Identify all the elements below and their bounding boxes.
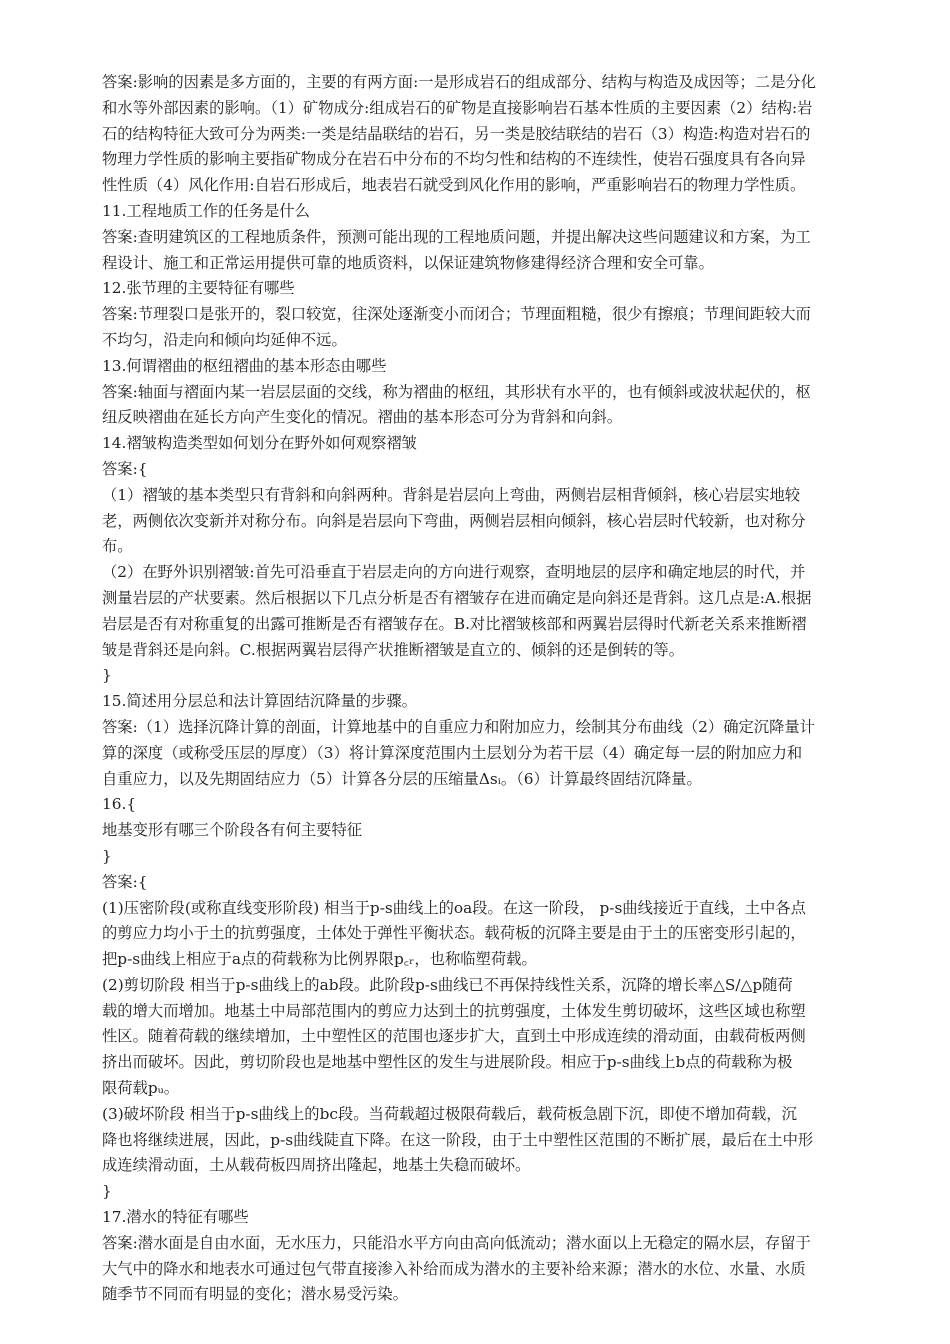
text-line: 测量岩层的产状要素。然后根据以下几点分析是否有褶皱存在进而确定是向斜还是背斜。这几点是:A.根据	[102, 588, 812, 607]
text-line: 答案:轴面与褶面内某一岩层层面的交线，称为褶曲的枢纽，其形状有水平的，也有倾斜或波状起伏的，枢	[102, 382, 811, 401]
text-line: }	[102, 1182, 112, 1201]
text-line: 答案:（1）选择沉降计算的剖面，计算地基中的自重应力和附加应力，绘制其分布曲线（2）确定沉降量计	[102, 717, 815, 736]
text-line: 17.潜水的特征有哪些	[102, 1208, 249, 1227]
text-line: 性性质（4）风化作用:自岩石形成后，地表岩石就受到风化作用的影响，严重影响岩石的物理力学性质。	[102, 176, 806, 195]
text-line: 大气中的降水和地表水可通过包气带直接渗入补给而成为潜水的主要补给来源；潜水的水位、水量、水质	[102, 1259, 806, 1278]
text-line: 11.工程地质工作的任务是什么	[102, 201, 310, 220]
text-line: 16.{	[102, 795, 137, 814]
text-line: 的剪应力均小于土的抗剪强度，土体处于弹性平衡状态。载荷板的沉降主要是由于土的压密变形引起的，	[102, 924, 806, 943]
text-line: 纽反映褶曲在延长方向产生变化的情况。褶曲的基本形态可分为背斜和向斜。	[102, 408, 623, 427]
text-line: 载的增大而增加。地基土中局部范围内的剪应力达到土的抗剪强度，土体发生剪切破坏，这些区域也称塑	[102, 1001, 806, 1020]
text-line: 答案:节理裂口是张开的，裂口较宽，往深处逐渐变小而闭合；节理面粗糙，很少有擦痕；节理间距较大而	[102, 305, 811, 324]
text-line: 答案:潜水面是自由水面，无水压力，只能沿水平方向由高向低流动；潜水面以上无稳定的隔水层，存留于	[102, 1233, 811, 1252]
text-line: 程设计、施工和正常运用提供可靠的地质资料，以保证建筑物修建得经济合理和安全可靠。	[102, 253, 714, 272]
text-line: 老，两侧依次变新并对称分布。向斜是岩层向下弯曲，两侧岩层相向倾斜，核心岩层时代较新，也对称分	[102, 511, 806, 530]
text-line: 降也将继续进展，因此，p-s曲线陡直下降。在这一阶段，由于土中塑性区范围的不断扩展，最后在土中形	[102, 1130, 814, 1149]
text-line: }	[102, 666, 112, 685]
text-line: }	[102, 846, 112, 865]
text-line: 自重应力，以及先期固结应力（5）计算各分层的压缩量Δsᵢ。（6）计算最终固结沉降量。	[102, 769, 702, 788]
text-line: 算的深度（或称受压层的厚度）（3）将计算深度范围内土层划分为若干层（4）确定每一层的附加应力和	[102, 743, 803, 762]
text-line: 不均匀，沿走向和倾向均延伸不远。	[102, 330, 347, 349]
text-line: 挤出而破坏。因此，剪切阶段也是地基中塑性区的发生与进展阶段。相应于p-s曲线上b点的荷载称为极	[102, 1053, 793, 1072]
text-line: 15.简述用分层总和法计算固结沉降量的步骤。	[102, 692, 417, 711]
text-line: 答案:{	[102, 459, 148, 478]
text-line: (3)破坏阶段 相当于p-s曲线上的bc段。当荷载超过极限荷载后，载荷板急剧下沉，即使不增加荷载，沉	[102, 1104, 797, 1123]
text-line: 答案:{	[102, 872, 148, 891]
text-line: 14.褶皱构造类型如何划分在野外如何观察褶皱	[102, 434, 417, 453]
text-line: 石的结构特征大致可分为两类:一类是结晶联结的岩石，另一类是胶结联结的岩石（3）构造:构造对岩石的	[102, 124, 811, 143]
text-line: （1）褶皱的基本类型只有背斜和向斜两种。背斜是岩层向上弯曲，两侧岩层相背倾斜，核心岩层实地较	[102, 485, 801, 504]
text-line: 13.何谓褶曲的枢纽褶曲的基本形态由哪些	[102, 356, 387, 375]
text-line: 答案:影响的因素是多方面的，主要的有两方面:一是形成岩石的组成部分、结构与构造及成因等；二是分化	[102, 73, 816, 91]
text-line: (2)剪切阶段 相当于p-s曲线上的ab段。此阶段p-s曲线已不再保持线性关系，沉降的增长率△S/△p随荷	[102, 975, 793, 994]
text-line: 地基变形有哪三个阶段各有何主要特征	[102, 821, 363, 840]
text-line: 性区。随着荷载的继续增加，土中塑性区的范围也逐步扩大，直到土中形成连续的滑动面，由载荷板两侧	[102, 1027, 806, 1046]
text-line: 限荷载pᵤ。	[102, 1079, 180, 1098]
text-line: 成连续滑动面，土从载荷板四周挤出隆起，地基土失稳而破坏。	[102, 1156, 531, 1175]
text-line: 随季节不同而有明显的变化；潜水易受污染。	[102, 1285, 408, 1304]
text-line: 答案:查明建筑区的工程地质条件，预测可能出现的工程地质问题，并提出解决这些问题建议和方案，为工	[102, 227, 811, 246]
text-line: 12.张节理的主要特征有哪些	[102, 279, 295, 298]
text-line: 皱是背斜还是向斜。C.根据两翼岩层得产状推断褶皱是直立的、倾斜的还是倒转的等。	[102, 640, 685, 659]
text-line: 岩层是否有对称重复的出露可推断是否有褶皱存在。B.对比褶皱核部和两翼岩层得时代新老关系来推断褶	[102, 614, 807, 633]
text-line: 布。	[102, 537, 133, 556]
text-line: 物理力学性质的影响主要指矿物成分在岩石中分布的不均匀性和结构的不连续性，使岩石强度具有各向异	[102, 150, 806, 169]
text-line: (1)压密阶段(或称直线变形阶段) 相当于p-s曲线上的oa段。在这一阶段， p-s曲线接近于直线，土中各点	[102, 898, 806, 917]
text-line: （2）在野外识别褶皱:首先可沿垂直于岩层走向的方向进行观察，查明地层的层序和确定地层的时代，并	[102, 563, 806, 582]
text-line: 把p-s曲线上相应于a点的荷载称为比例界限p꜀ᵣ，也称临塑荷载。	[102, 950, 537, 969]
text-line: 和水等外部因素的影响。（1）矿物成分:组成岩石的矿物是直接影响岩石基本性质的主要因素（2）结构:岩	[102, 98, 813, 117]
